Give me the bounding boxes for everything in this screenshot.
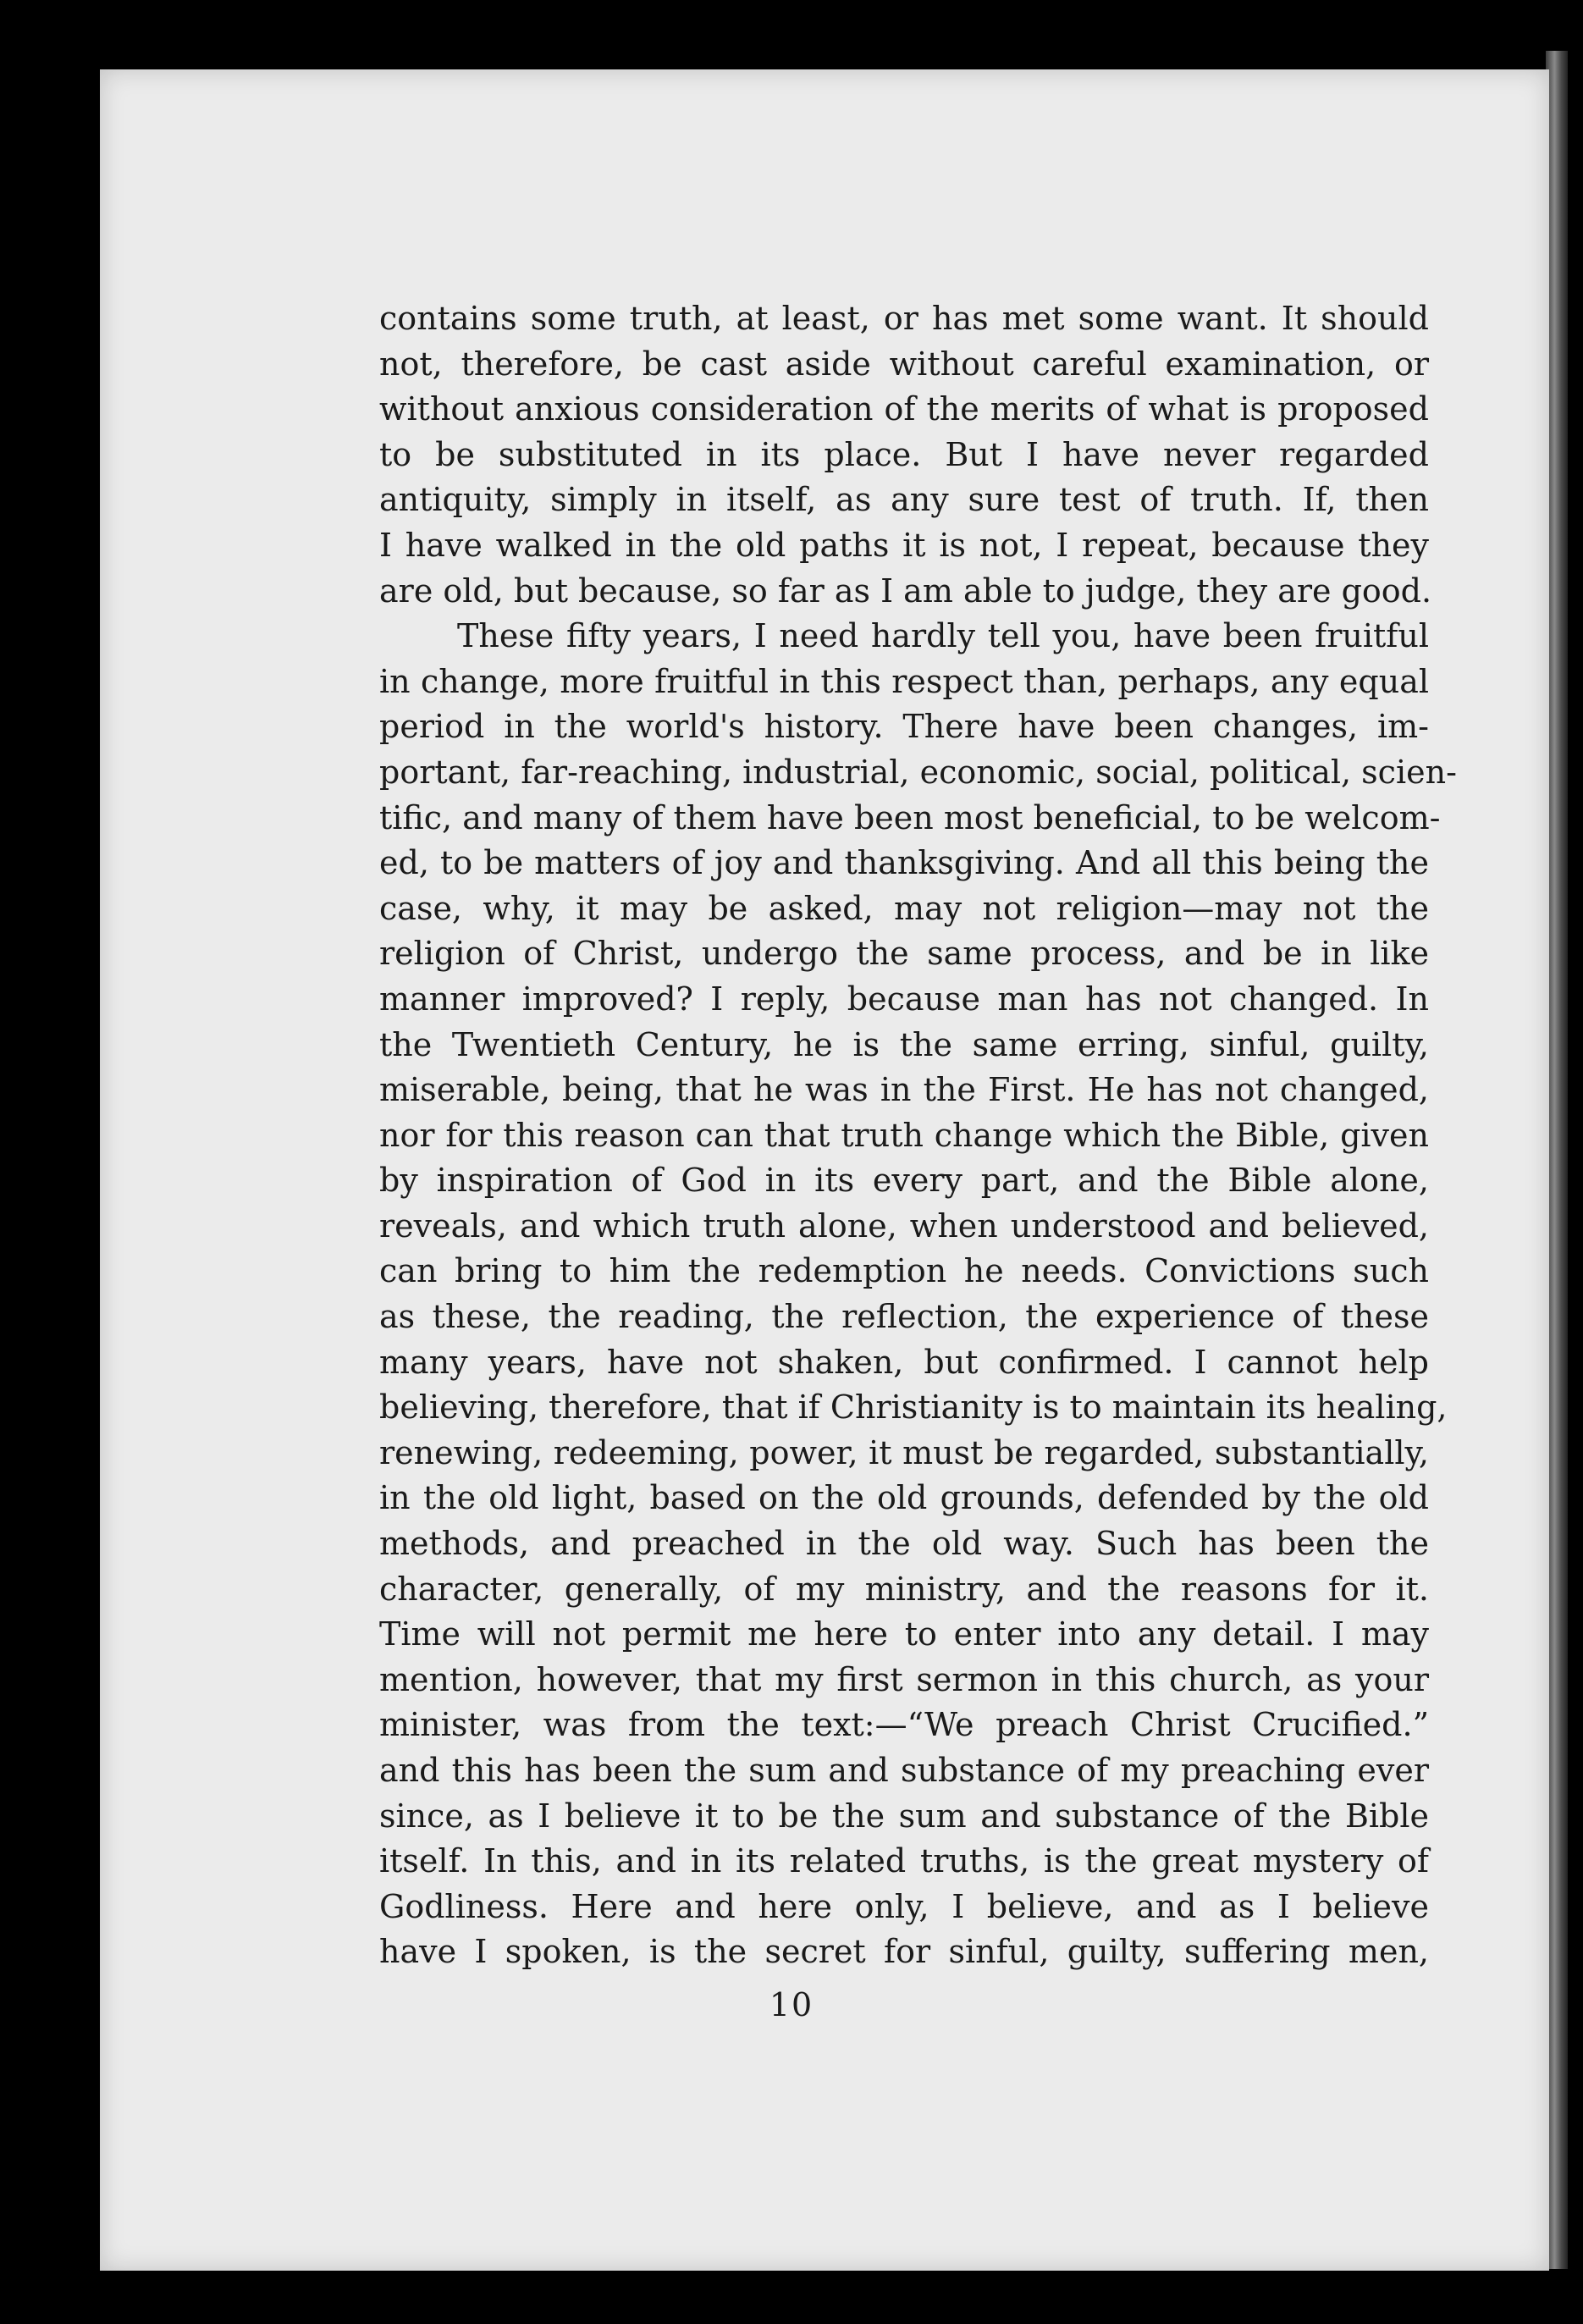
- text-line: without anxious consideration of the merits of what is proposed: [379, 390, 1429, 428]
- text-line: case, why, it may be asked, may not religion—may not the: [379, 889, 1429, 927]
- text-line: methods, and preached in the old way. Such has been the: [379, 1525, 1429, 1563]
- paragraph-start-line: These fifty years, I need hardly tell you, have been fruitful: [457, 617, 1429, 655]
- text-line: miserable, being, that he was in the First. He has not changed,: [379, 1071, 1429, 1109]
- page-number: 10: [769, 1986, 814, 2023]
- text-line: in the old light, based on the old grounds, defended by the old: [379, 1479, 1429, 1517]
- text-line: many years, have not shaken, but confirmed. I cannot help: [379, 1343, 1429, 1381]
- text-line: Godliness. Here and here only, I believe, and as I believe: [379, 1887, 1429, 1925]
- text-line: as these, the reading, the reflection, the experience of these: [379, 1298, 1429, 1336]
- text-line: reveals, and which truth alone, when understood and believed,: [379, 1206, 1429, 1245]
- text-line: not, therefore, be cast aside without careful examination, or: [379, 345, 1429, 383]
- text-line: contains some truth, at least, or has met some want. It should: [379, 300, 1429, 337]
- text-line: and this has been the sum and substance of my preaching ever: [379, 1752, 1429, 1789]
- text-line: Time will not permit me here to enter into any detail. I may: [379, 1615, 1429, 1653]
- text-line: since, as I believe it to be the sum and substance of the Bible: [379, 1797, 1429, 1835]
- text-line: mention, however, that my first sermon in this church, as your: [379, 1660, 1429, 1698]
- text-line: minister, was from the text:—“We preach Christ Crucified.”: [379, 1706, 1429, 1744]
- text-line: believing, therefore, that if Christianity is to maintain its healing,: [379, 1388, 1448, 1427]
- text-line: ed, to be matters of joy and thanksgiving. And all this being the: [379, 844, 1429, 882]
- text-line: tific, and many of them have been most beneficial, to be welcom-: [379, 798, 1441, 836]
- text-line: are old, but because, so far as I am able to judge, they are good.: [379, 571, 1432, 610]
- text-line: the Twentieth Century, he is the same erring, sinful, guilty,: [379, 1025, 1429, 1063]
- text-line: to be substituted in its place. But I have never regarded: [379, 435, 1429, 473]
- text-line: character, generally, of my ministry, and the reasons for it.: [379, 1570, 1429, 1608]
- text-line: renewing, redeeming, power, it must be regarded, substantially,: [379, 1433, 1429, 1471]
- text-line: in change, more fruitful in this respect than, perhaps, any equal: [379, 662, 1429, 700]
- text-line: nor for this reason can that truth change which the Bible, given: [379, 1116, 1429, 1154]
- text-line: by inspiration of God in its every part, and the Bible alone,: [379, 1162, 1429, 1200]
- text-line: portant, far-reaching, industrial, economic, social, political, scien-: [379, 753, 1457, 791]
- text-line: antiquity, simply in itself, as any sure test of truth. If, then: [379, 481, 1429, 519]
- text-line: period in the world's history. There have been changes, im-: [379, 708, 1429, 746]
- text-line: manner improved? I reply, because man has not changed. In: [379, 980, 1429, 1018]
- text-line: religion of Christ, undergo the same process, and be in like: [379, 935, 1429, 973]
- text-line: itself. In this, and in its related truths, is the great mystery of: [379, 1842, 1429, 1880]
- text-line: I have walked in the old paths it is not, I repeat, because they: [379, 526, 1429, 564]
- text-line: have I spoken, is the secret for sinful, guilty, suffering men,: [379, 1933, 1429, 1971]
- body-text: [379, 296, 1457, 1975]
- text-line: can bring to him the redemption he needs. Convictions such: [379, 1252, 1429, 1290]
